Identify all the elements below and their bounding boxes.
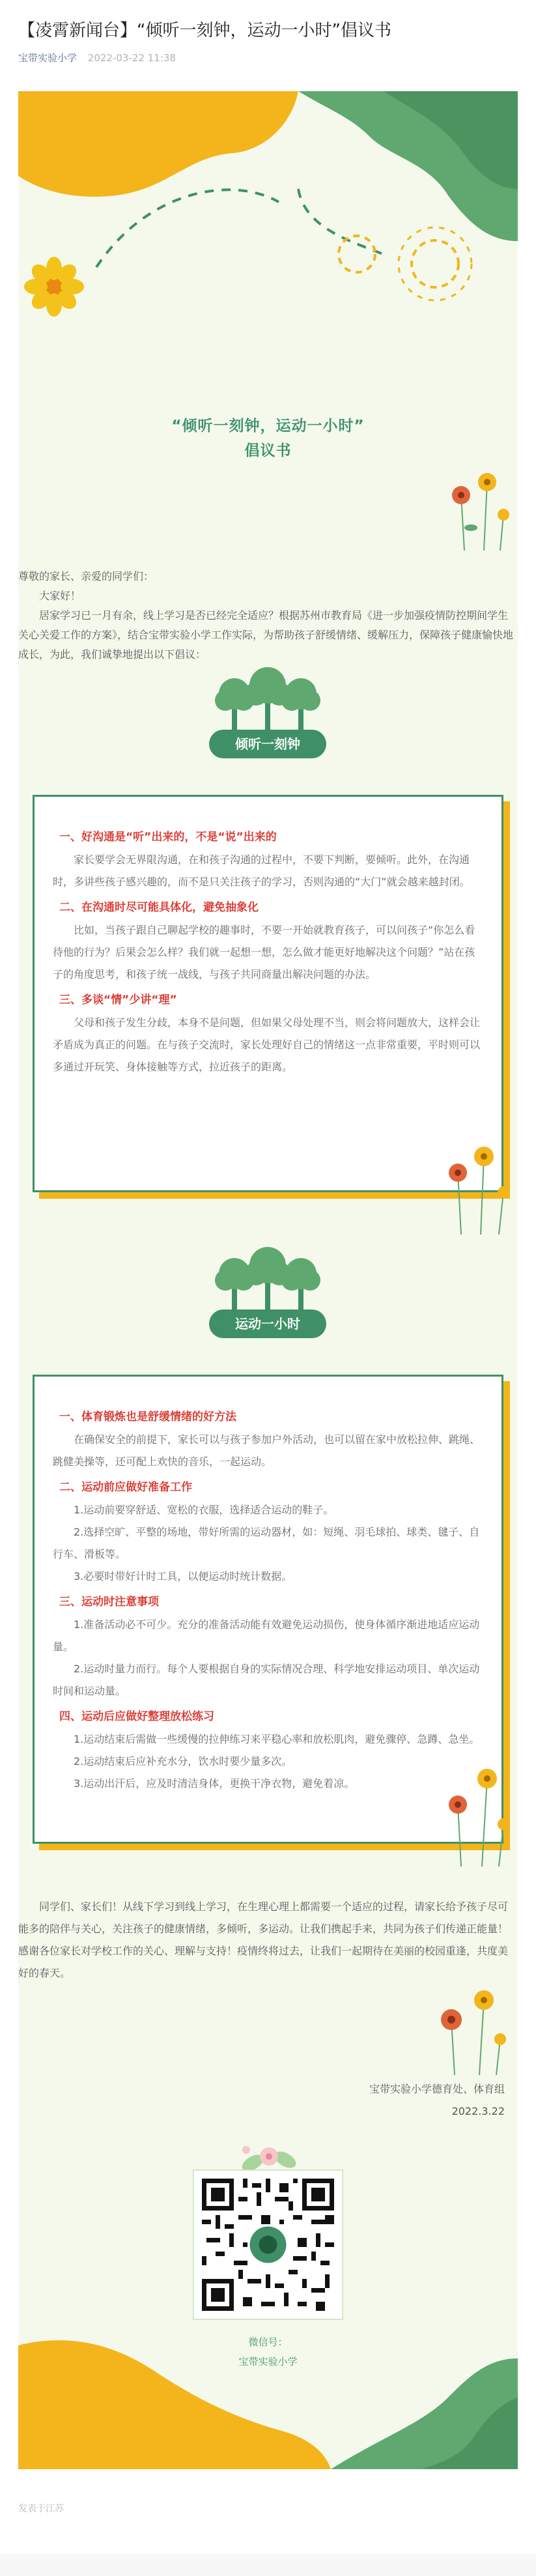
hero-title-line2: 倡议书 [244, 442, 292, 459]
bottom-decoration-image [18, 2319, 518, 2469]
s2-heading-3: 三、运动时注意事项 [59, 1596, 159, 1609]
s1-text-1: 家长要学会无界限沟通，在和孩子沟通的过程中，不要下判断，要倾听。此外，在沟通时，多讲些孩子感兴趣的，而不是只关注孩子的学习，否则沟通的“大门”就会越来越封闭。 [53, 853, 470, 888]
top-decoration-image [18, 91, 518, 365]
s2-heading-1: 一、体育锻炼也是舒缓情绪的好方法 [59, 1410, 236, 1424]
bottom-bar [0, 2554, 536, 2576]
s1-text-3: 父母和孩子发生分歧，本身不是问题，但如果父母处理不当，则会将问题放大，这样会让矛盾成为真正的问题。在与孩子交流时，家长处理好自己的情绪这一点非常重要，平时则可以多通过开玩笑、身体接触等方式，拉近孩子的距离。 [53, 1016, 481, 1073]
flowers-decoration-icon [448, 469, 513, 554]
s1-heading-1: 一、好沟通是“听”出来的，不是“说”出来的 [59, 831, 277, 844]
signature-date: 2022.3.22 [451, 2105, 505, 2117]
flowers-decoration-icon [442, 1766, 513, 1870]
intro-body-text: 居家学习已一月有余，线上学习是否已经完全适应？根据苏州市教育局《进一步加强疫情防控期间学生关心关爱工作的方案》，结合宝带实验小学工作实际，为帮助孩子舒缓情绪、缓解压力，保障孩子健康愉快地成长，为此，我们诚挚地提出以下倡议： [18, 609, 514, 661]
intro-section [18, 567, 518, 665]
s1-heading-2: 二、在沟通时尽可能具体化，避免抽象化 [59, 901, 259, 914]
qr-code-image [202, 2179, 334, 2311]
qr-caption-label: 微信号： [248, 2336, 288, 2348]
s2-line: 2.运动时量力而行。每个人要根据自身的实际情况合理、科学地安排运动项目、单次运动时间和运动量。 [53, 1663, 480, 1697]
qr-code [193, 2169, 343, 2320]
publish-time: 2022-03-22 11:38 [87, 52, 176, 64]
article-meta [18, 51, 518, 65]
s1-text-2: 比如，当孩子跟自己聊起学校的趣事时，不要一开始就教育孩子，可以问孩子“你怎么看待他的行为？后果会怎么样？我们就一起想一想，怎么做才能更好地解决这个问题？”站在孩子的角度思考，和孩子统一战线，与孩子共同商量出解决问题的办法。 [53, 924, 475, 980]
s2-line: 1.准备活动必不可少。充分的准备活动能有效避免运动损伤，使身体循序渐进地适应运动量。 [53, 1618, 480, 1653]
article-title: 【凌霄新闻台】“倾听一刻钟，运动一小时”倡议书 [18, 21, 391, 40]
footer-location: 发表于江苏 [18, 2504, 64, 2514]
s2-heading-4: 四、运动后应做好整理放松练习 [59, 1710, 214, 1723]
s2-line: 在确保安全的前提下，家长可以与孩子参加户外活动，也可以留在家中放松拉伸、跳绳、跳健美操等，还可配上欢快的音乐，一起运动。 [53, 1433, 481, 1468]
section1-label: 倾听一刻钟 [209, 730, 326, 758]
s2-line: 2.运动结束后应补充水分，饮水时要少量多次。 [74, 1755, 292, 1767]
section1-box [33, 795, 503, 1192]
signature: 宝带实验小学德育处、体育组 [369, 2083, 505, 2095]
hero-title-line1: “倾听一刻钟，运动一小时” [171, 418, 365, 435]
s2-line: 2.选择空旷、平整的场地，带好所需的运动器材，如：短绳、羽毛球拍、球类、毽子、自行车、滑板等。 [53, 1526, 480, 1560]
flowers-decoration-icon [442, 1140, 513, 1238]
s2-line: 1.运动前要穿舒适、宽松的衣服，选择适合运动的鞋子。 [74, 1504, 334, 1516]
closing-section [18, 1896, 518, 1984]
s2-line: 3.运动出汗后，应及时清洁身体，更换干净衣物，避免着凉。 [74, 1777, 355, 1790]
section1-banner [18, 665, 518, 775]
section2-banner [18, 1244, 518, 1355]
s2-line: 3.必要时带好计时工具，以便运动时统计数据。 [74, 1570, 292, 1582]
closing-text: 同学们、家长们！从线下学习到线上学习，在生理心理上都需要一个适应的过程，请家长给予孩子尽可能多的陪伴与关心，关注孩子的健康情绪，多倾听，多运动。让我们携起手来，共同为孩子们传递正能量！感谢各位家长对学校工作的关心、理解与支持！疫情终将过去，让我们一起期待在美丽的校园重逢，共度美好的春天。 [18, 1900, 509, 1979]
hero-title [18, 414, 518, 463]
s2-line: 1.运动结束后需做一些缓慢的拉伸练习来平稳心率和放松肌肉，避免骤停、急蹲、急坐。 [74, 1733, 480, 1745]
s1-heading-3: 三、多谈“情”少讲“理” [59, 994, 177, 1007]
s2-heading-2: 二、运动前应做好准备工作 [59, 1481, 192, 1494]
qr-caption-name: 宝带实验小学 [238, 2356, 298, 2368]
greeting-text: 尊敬的家长、亲爱的同学们： [18, 570, 154, 582]
article-canvas [18, 91, 518, 2469]
account-name-link[interactable]: 宝带实验小学 [18, 52, 78, 64]
hello-text: 大家好！ [39, 590, 81, 602]
section2-label: 运动一小时 [209, 1309, 326, 1338]
trees-icon [203, 1244, 333, 1316]
trees-icon [203, 665, 333, 736]
flowers-decoration-icon [435, 1981, 513, 2078]
section2-box [33, 1375, 503, 1844]
article-header [0, 0, 536, 85]
